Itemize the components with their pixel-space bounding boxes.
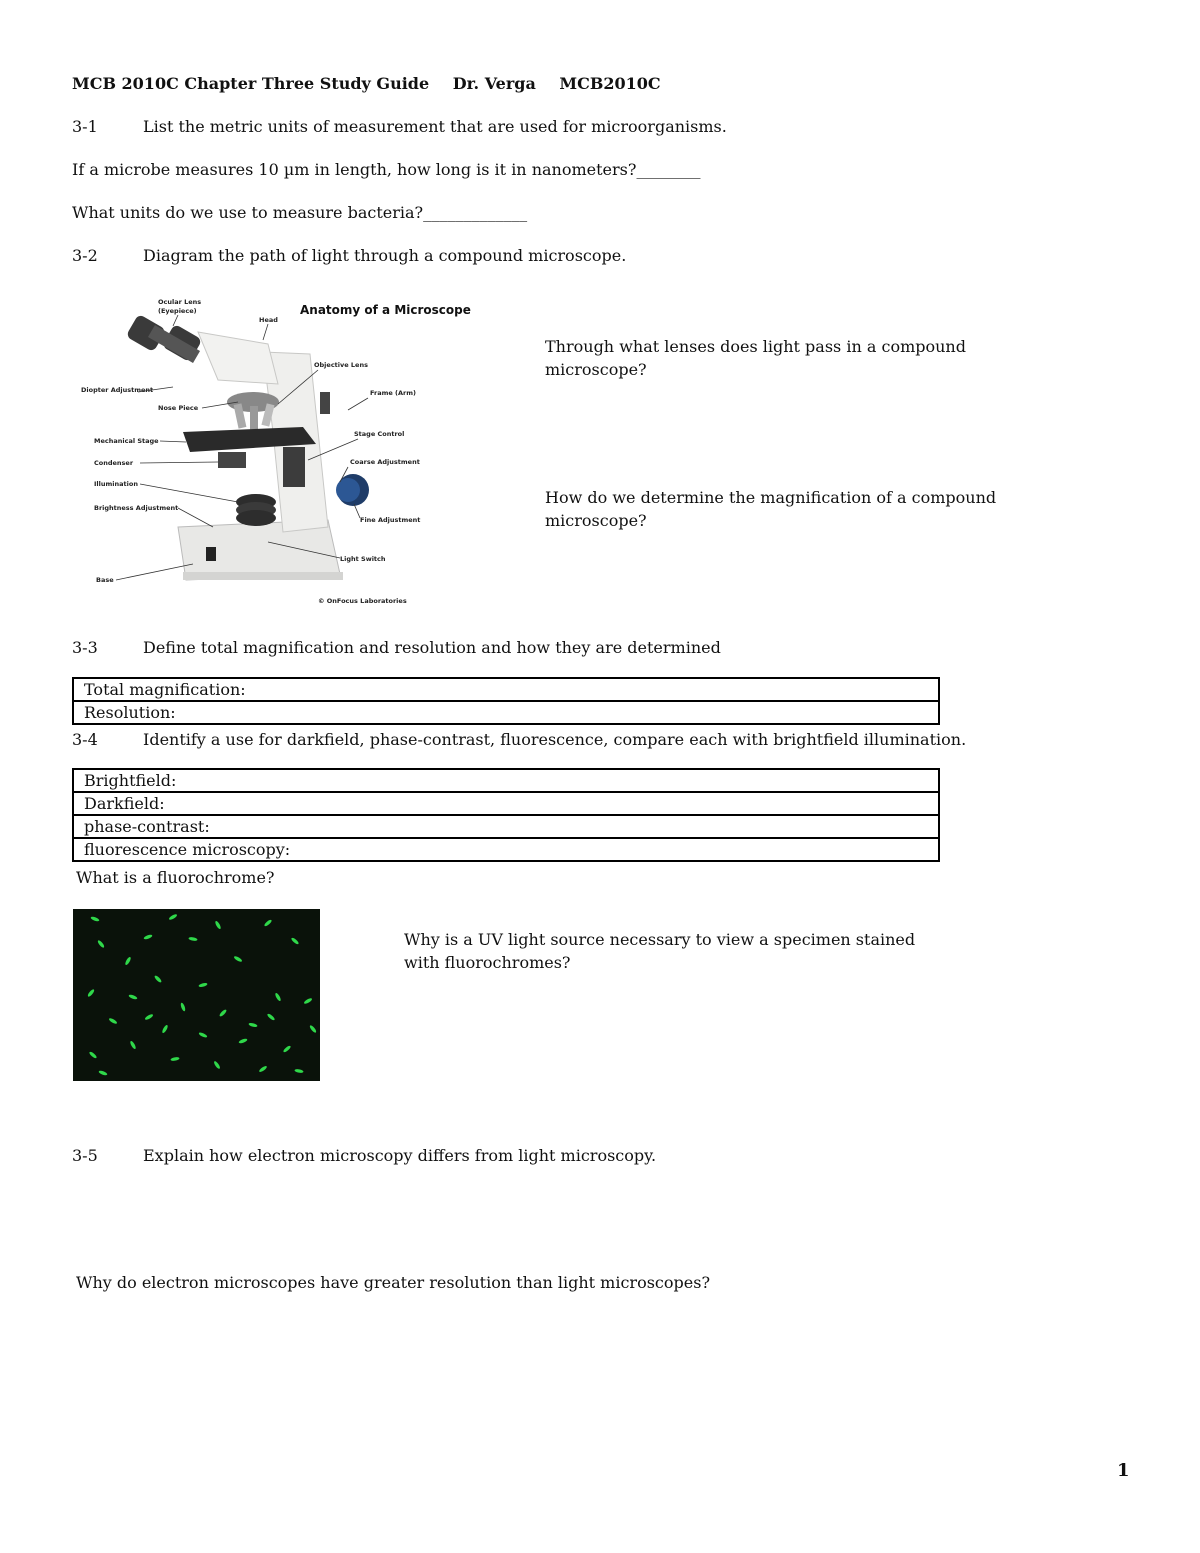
page-number: 1 <box>1117 1460 1130 1481</box>
section-3-1 <box>72 117 727 136</box>
question-fluorochrome: What is a fluorochrome? <box>76 868 275 887</box>
label-head: Head <box>259 316 278 324</box>
label-light-switch: Light Switch <box>340 555 386 563</box>
section-3-3 <box>72 638 721 657</box>
section-3-2 <box>72 246 626 265</box>
section-3-5 <box>72 1146 656 1165</box>
section-number: 3-3 <box>72 638 98 657</box>
label-base: Base <box>96 576 114 584</box>
label-mech-stage: Mechanical Stage <box>94 437 159 445</box>
section-number: 3-5 <box>72 1146 98 1165</box>
question-lenses: Through what lenses does light pass in a compound microscope? <box>545 337 966 379</box>
table-illumination-types <box>72 768 940 862</box>
page-header <box>72 74 661 93</box>
table-cell-darkfield[interactable]: Darkfield: <box>73 792 939 815</box>
question-nanometers: If a microbe measures 10 µm in length, how long is it in nanometers?________ <box>72 160 701 179</box>
question-electron-resolution: Why do electron microscopes have greater resolution than light microscopes? <box>76 1273 711 1292</box>
header-course: MCB2010C <box>559 74 661 93</box>
label-nose: Nose Piece <box>158 404 199 412</box>
table-cell-fluorescence[interactable]: fluorescence microscopy: <box>73 838 939 861</box>
diagram-title: Anatomy of a Microscope <box>300 303 471 317</box>
table-cell-phase-contrast[interactable]: phase-contrast: <box>73 815 939 838</box>
label-coarse: Coarse Adjustment <box>350 458 420 466</box>
label-frame: Frame (Arm) <box>370 389 417 397</box>
section-text: Diagram the path of light through a compound microscope. <box>143 246 627 265</box>
label-illumination: Illumination <box>94 480 138 488</box>
header-title: MCB 2010C Chapter Three Study Guide <box>72 74 430 93</box>
label-eyepiece: (Eyepiece) <box>158 307 197 315</box>
section-text: Define total magnification and resolution and how they are determined <box>143 638 721 657</box>
section-text: List the metric units of measurement that are used for microorganisms. <box>143 117 727 136</box>
section-text: Identify a use for darkfield, phase-contrast, fluorescence, compare each with brightfield illumination. <box>143 730 967 749</box>
question-magnification: How do we determine the magnification of a compound microscope? <box>545 488 997 530</box>
question-bacteria-units: What units do we use to measure bacteria?_____________ <box>72 203 528 222</box>
section-3-4 <box>72 730 966 749</box>
section-number: 3-1 <box>72 117 98 136</box>
label-stage-control: Stage Control <box>354 430 405 438</box>
table-cell-total-magnification[interactable]: Total magnification: <box>73 678 939 701</box>
label-brightness: Brightness Adjustment <box>94 504 179 512</box>
header-instructor: Dr. Verga <box>452 74 536 93</box>
micrograph-background <box>73 909 320 1081</box>
microscope-drawing <box>126 314 369 580</box>
table-magnification-resolution <box>72 677 940 725</box>
label-diopter: Diopter Adjustment <box>81 386 154 394</box>
label-condenser: Condenser <box>94 459 134 467</box>
section-number: 3-4 <box>72 730 98 749</box>
section-text: Explain how electron microscopy differs from light microscopy. <box>143 1146 657 1165</box>
microscope-diagram <box>78 292 471 610</box>
label-fine: Fine Adjustment <box>360 516 421 524</box>
label-objective: Objective Lens <box>314 361 368 369</box>
table-cell-resolution[interactable]: Resolution: <box>73 701 939 724</box>
section-number: 3-2 <box>72 246 98 265</box>
fluorescence-micrograph <box>73 909 320 1081</box>
label-ocular: Ocular Lens <box>158 298 202 306</box>
table-cell-brightfield[interactable]: Brightfield: <box>73 769 939 792</box>
diagram-credit: © OnFocus Laboratories <box>318 597 407 605</box>
question-uv-light: Why is a UV light source necessary to view a specimen stained with fluorochromes? <box>404 930 916 972</box>
